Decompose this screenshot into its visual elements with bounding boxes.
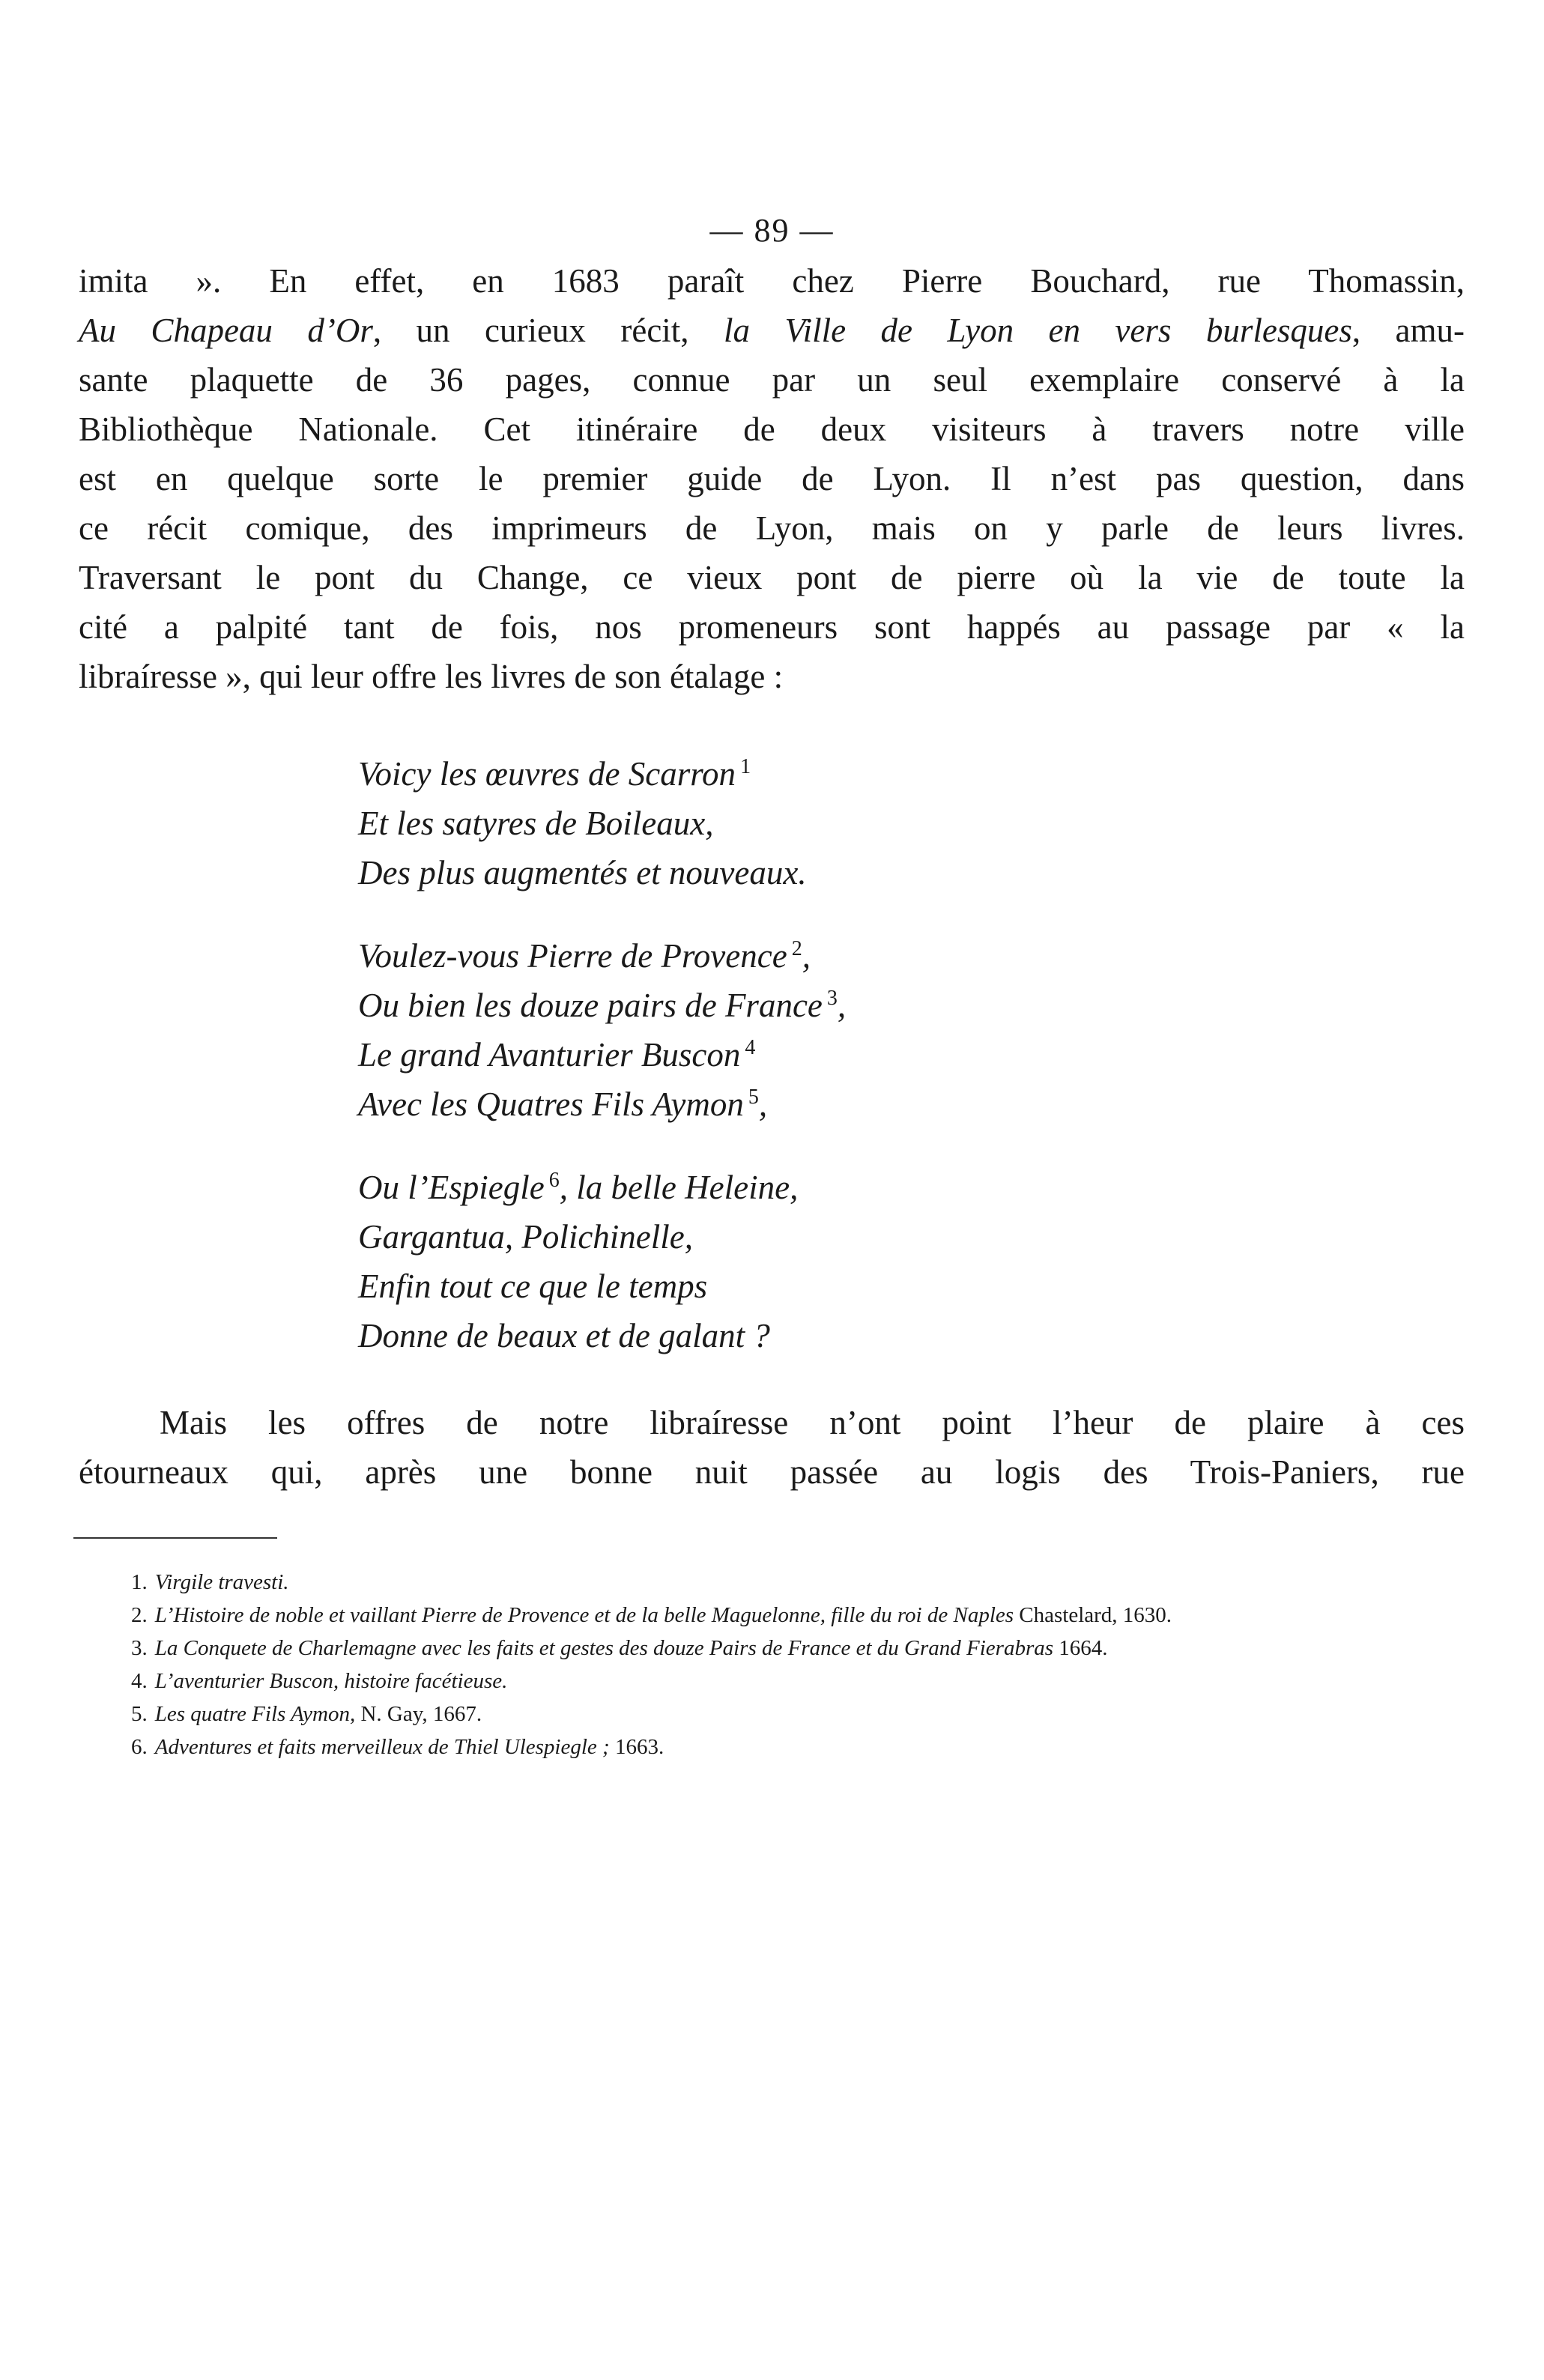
verse-punct: , [837,987,847,1024]
paragraph-2 [79,1398,1465,1497]
verse [358,848,1257,897]
footnote-4 [79,1665,1466,1698]
footnotes [79,1566,1466,1763]
paragraph-1-line-3: sante plaquette de 36 pages, connue par un seul exemplaire conservé à la [79,361,1465,399]
paragraph-1-line-5: est en quelque sorte le premier guide de Lyon. Il n’est pas question, dans [79,460,1465,497]
footnote-ref: 1 [740,755,751,778]
verse [358,1311,1257,1360]
paragraph-1 [79,256,1465,701]
verse [358,749,1257,799]
verse [358,1080,1257,1129]
verse [358,931,1257,981]
footnote-ref: 3 [826,987,838,1010]
verse-text: Voulez-vous Pierre de Provence [358,937,787,975]
footnote-number: 4. [131,1669,148,1693]
verse-text: Gargantua, Polichinelle, [358,1218,694,1256]
verse [358,981,1257,1030]
title-ville-de-lyon: la Ville de Lyon en vers burlesques [724,312,1352,349]
verse-punct: , [802,937,811,975]
footnote-separator [73,1537,277,1539]
paragraph-1-line-6: ce récit comique, des imprimeurs de Lyon, mais on y parle de leurs livres. [79,509,1465,547]
footnote-number: 6. [131,1735,148,1759]
page-number: — 89 — [709,212,835,249]
verse-text: Enfin tout ce que le temps [358,1268,708,1305]
footnote-number: 2. [131,1603,148,1627]
footnote-rest: N. Gay, 1667. [355,1702,482,1726]
footnote-title: L’aventurier Buscon, histoire facétieuse. [154,1669,508,1693]
footnote-rest: 1663. [609,1735,664,1759]
footnote-number: 3. [131,1636,148,1660]
verse-text: Et les satyres de Boileaux, [358,805,714,842]
verse-text: Voicy les œuvres de Scarron [358,755,736,793]
footnote-number: 1. [131,1570,148,1594]
verse-text: Des plus augmentés et nouveaux. [358,854,807,891]
verse [358,1163,1257,1212]
title-au-chapeau-dor: Au Chapeau d’Or [79,312,373,349]
verse [358,1262,1257,1311]
text-fragment: , amu- [1351,312,1465,349]
footnote-rest: 1664. [1053,1636,1108,1660]
paragraph-1-line-1: imita ». En effet, en 1683 paraît chez Pierre Bouchard, rue Thomassin, [79,262,1465,300]
poem-stanza-2 [358,931,1257,1129]
footnote-5 [79,1698,1466,1731]
verse-text: Donne de beaux et de galant ? [358,1317,770,1354]
footnote-ref: 4 [745,1036,756,1059]
paragraph-1-line-8: cité a palpité tant de fois, nos promeneurs sont happés au passage par « la [79,608,1465,646]
footnote-ref: 2 [791,937,802,960]
verse-text: Ou bien les douze pairs de France [358,987,823,1024]
text-fragment: , un curieux récit, [372,312,724,349]
footnote-1 [79,1566,1466,1599]
verse-punct: , la belle Heleine, [559,1169,799,1206]
footnote-ref: 5 [748,1085,759,1109]
paragraph-2-line-2: étourneaux qui, après une bonne nuit passée au logis des Trois-Paniers, rue [79,1453,1465,1491]
poem-stanza-3 [358,1163,1257,1360]
footnote-title: L’Histoire de noble et vaillant Pierre de Provence et de la belle Maguelonne, fille du roi de Naples [154,1603,1014,1627]
verse-text: Le grand Avanturier Buscon [358,1036,741,1074]
paragraph-1-line-4: Bibliothèque Nationale. Cet itinéraire de deux visiteurs à travers notre ville [79,411,1465,448]
paragraph-1-line-7: Traversant le pont du Change, ce vieux pont de pierre où la vie de toute la [79,559,1465,596]
verse-text: Ou l’Espiegle [358,1169,545,1206]
footnote-title: Adventures et faits merveilleux de Thiel Ulespiegle ; [154,1735,610,1759]
verse-punct: , [758,1085,768,1123]
verse [358,1212,1257,1262]
verse [358,799,1257,848]
footnote-title: Les quatre Fils Aymon, [154,1702,356,1726]
footnote-6 [79,1731,1466,1763]
footnote-3 [79,1632,1466,1665]
verse-text: Avec les Quatres Fils Aymon [358,1085,744,1123]
footnote-2 [79,1599,1466,1632]
paragraph-1-line-2 [79,306,1465,355]
paragraph-2-line-1: Mais les offres de notre libraíresse n’ont point l’heur de plaire à ces [160,1404,1465,1441]
verse [358,1030,1257,1080]
poem-stanza-1 [358,749,1257,897]
footnote-title: Virgile travesti. [154,1570,289,1594]
paragraph-1-line-9: libraíresse », qui leur offre les livres de son étalage : [79,658,784,695]
footnote-number: 5. [131,1702,148,1726]
footnote-title: La Conquete de Charlemagne avec les faits et gestes des douze Pairs de France et du Grand Fierabras [154,1636,1054,1660]
footnote-rest: Chastelard, 1630. [1014,1603,1172,1627]
footnote-ref: 6 [548,1169,560,1192]
